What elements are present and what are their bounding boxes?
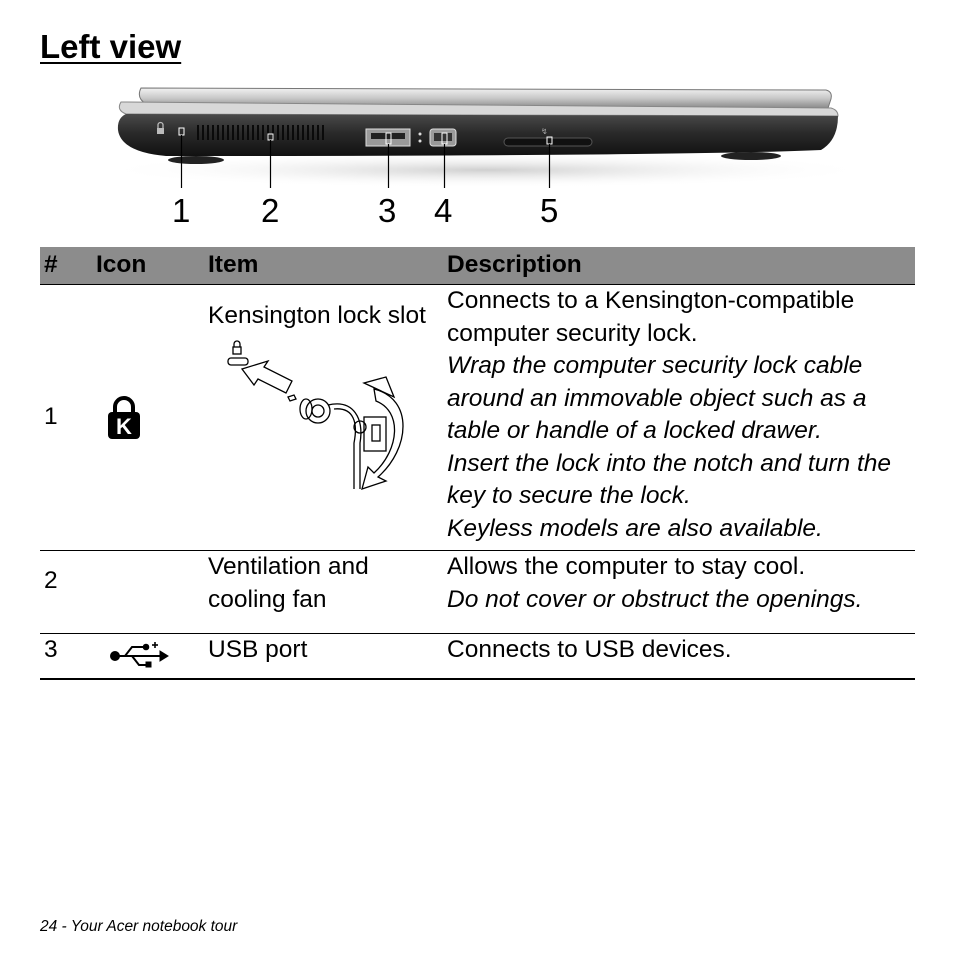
page-title: Left view xyxy=(40,28,182,65)
table-header-row xyxy=(40,247,915,285)
table-row xyxy=(40,551,915,634)
row-description-cell xyxy=(443,551,915,634)
row-note: Do not cover or obstruct the openings. xyxy=(447,585,863,613)
svg-text:K: K xyxy=(116,413,132,439)
laptop-left-side-illustration xyxy=(86,78,876,236)
row-description: Connects to USB devices. xyxy=(447,636,732,663)
svg-text:↯: ↯ xyxy=(541,127,548,136)
left-view-table xyxy=(40,247,915,680)
kensington-lock-icon xyxy=(106,395,142,441)
callout-1: 1 xyxy=(172,192,191,229)
row-number: 3 xyxy=(44,636,58,663)
header-description: Description xyxy=(443,247,915,285)
row-description: Allows the computer to stay cool. xyxy=(447,553,806,580)
row-item: USB port xyxy=(208,636,308,663)
header-number: # xyxy=(40,247,92,285)
table-row xyxy=(40,285,915,551)
lock-installation-illustration xyxy=(224,339,414,491)
row-note: Wrap the computer security lock cable around an immovable object such as a table or handle of a locked drawer. xyxy=(447,352,867,444)
row-note: Keyless models are also available. xyxy=(447,514,823,542)
header-icon: Icon xyxy=(92,247,204,285)
row-icon-cell xyxy=(92,285,204,551)
row-item: Ventilation and cooling fan xyxy=(208,553,369,613)
row-item-cell xyxy=(204,285,443,551)
row-icon-cell xyxy=(92,634,204,680)
row-note: Insert the lock into the notch and turn the key to secure the lock. xyxy=(447,449,892,509)
row-icon-cell xyxy=(92,551,204,634)
callout-3: 3 xyxy=(378,192,397,229)
table-row xyxy=(40,634,915,680)
row-item: Kensington lock slot xyxy=(208,302,426,329)
header-item: Item xyxy=(204,247,443,285)
row-number: 1 xyxy=(44,403,58,431)
callout-4: 4 xyxy=(434,192,453,229)
page-footer: 24 - Your Acer notebook tour xyxy=(40,918,238,935)
row-description-cell xyxy=(443,285,915,551)
usb-icon xyxy=(110,640,172,670)
row-number: 2 xyxy=(44,567,58,594)
callout-5: 5 xyxy=(540,192,559,229)
row-description: Connects to a Kensington-compatible computer security lock. xyxy=(447,287,855,347)
callout-2: 2 xyxy=(261,192,280,229)
